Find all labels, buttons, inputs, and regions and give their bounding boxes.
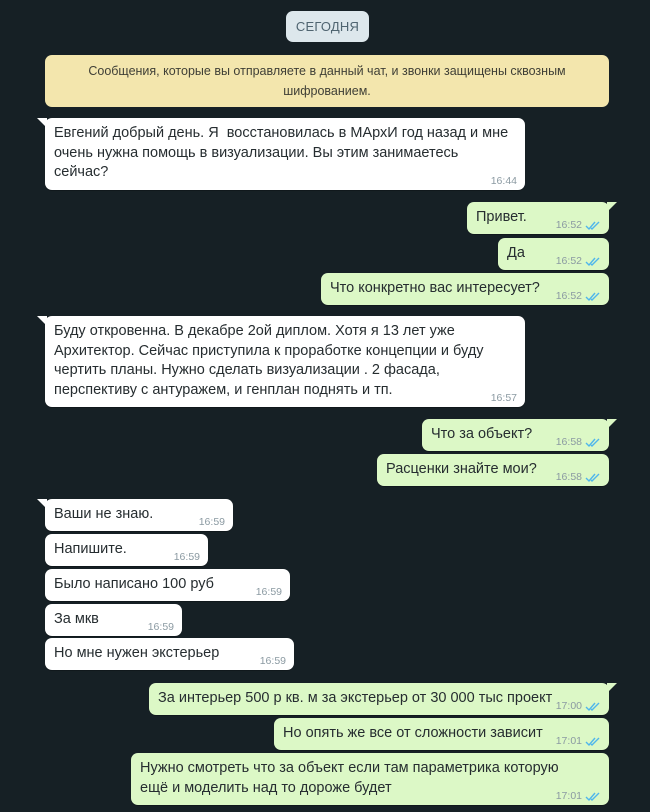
message-outgoing[interactable] [422, 419, 609, 451]
message-text: Но опять же все от сложности зависит [283, 725, 543, 741]
message-time: 16:59 [255, 586, 282, 598]
message-text: Буду откровенна. В декабре 2ой диплом. Хотя я 13 лет уже Архитектор. Сейчас приступила к проработке концепции и буду чертить планы. Нужно сделать визуализации . 2 фасада, перспективу с антуражем, и генплан поднять и тп. [54, 323, 488, 398]
message-text: Ваши не знаю. [54, 506, 154, 522]
encryption-notice[interactable] [45, 55, 609, 107]
message-incoming[interactable] [45, 638, 294, 670]
message-text: За интерьер 500 р кв. м за экстерьер от 30 000 тыс проект [158, 690, 553, 706]
message-time: 17:00 [555, 700, 582, 712]
message-incoming[interactable] [45, 499, 233, 531]
message-outgoing[interactable] [498, 238, 609, 270]
message-text: Напишите. [54, 541, 127, 557]
message-outgoing[interactable] [131, 753, 609, 805]
message-time: 17:01 [555, 735, 582, 747]
date-separator: СЕГОДНЯ [286, 11, 369, 42]
message-time: 16:52 [555, 219, 582, 231]
message-incoming[interactable] [45, 534, 208, 566]
message-text: Что за объект? [431, 426, 533, 442]
message-incoming[interactable] [45, 604, 182, 636]
double-check-icon [585, 472, 601, 483]
message-incoming[interactable] [45, 118, 525, 190]
double-check-icon [585, 791, 601, 802]
double-check-icon [585, 701, 601, 712]
message-incoming[interactable] [45, 316, 525, 407]
message-time: 16:57 [490, 392, 517, 404]
message-time: 16:59 [173, 551, 200, 563]
message-incoming[interactable] [45, 569, 290, 601]
message-text: Евгений добрый день. Я восстановилась в МАрхИ год назад и мне очень нужна помощь в визуализации. Вы этим занимаетесь сейчас? [54, 125, 513, 180]
message-outgoing[interactable] [321, 273, 609, 305]
message-text: За мкв [54, 611, 99, 627]
message-time: 16:52 [555, 290, 582, 302]
message-text: Нужно смотреть что за объект если там параметрика которую ещё и моделить над то дороже будет [140, 760, 563, 796]
message-time: 16:59 [198, 516, 225, 528]
message-time: 16:52 [555, 255, 582, 267]
message-text: Но мне нужен экстерьер [54, 645, 220, 661]
message-time: 16:58 [555, 436, 582, 448]
message-outgoing[interactable] [467, 202, 609, 234]
message-text: Привет. [476, 209, 527, 225]
message-text: Расценки знайте мои? [386, 461, 537, 477]
double-check-icon [585, 220, 601, 231]
double-check-icon [585, 736, 601, 747]
message-outgoing[interactable] [377, 454, 609, 486]
message-text: Что конкретно вас интересует? [330, 280, 540, 296]
message-time: 16:59 [259, 655, 286, 667]
message-time: 16:58 [555, 471, 582, 483]
double-check-icon [585, 437, 601, 448]
encryption-notice-text: Сообщения, которые вы отправляете в данный чат, и звонки защищены сквозным шифрованием. [88, 64, 566, 98]
double-check-icon [585, 291, 601, 302]
message-outgoing[interactable] [274, 718, 609, 750]
message-outgoing[interactable] [149, 683, 609, 715]
message-text: Было написано 100 руб [54, 576, 214, 592]
double-check-icon [585, 256, 601, 267]
message-time: 16:59 [147, 621, 174, 633]
message-time: 17:01 [555, 790, 582, 802]
message-time: 16:44 [490, 175, 517, 187]
message-text: Да [507, 245, 525, 261]
